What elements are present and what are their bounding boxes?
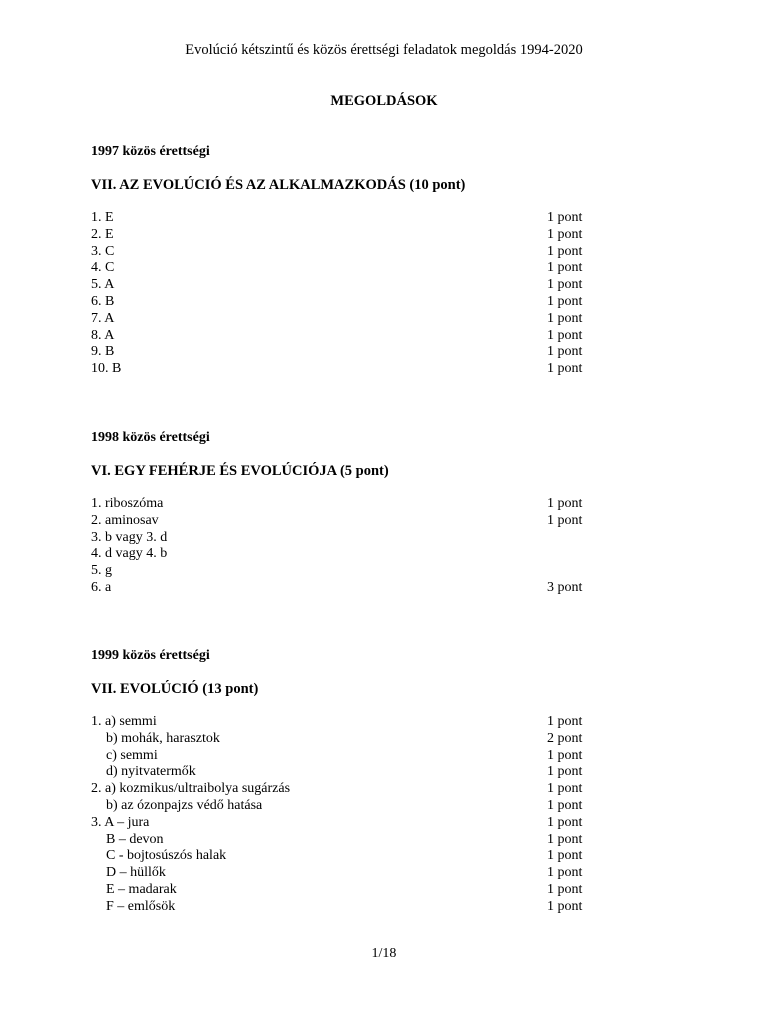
points-text: 1 pont (547, 327, 583, 343)
answer-text: 4. C (91, 260, 115, 276)
section-exam-label: 1997 közös érettségi (91, 144, 210, 159)
answer-text: 2. a) kozmikus/ultraibolya sugárzás (91, 781, 291, 797)
answer-text: 3. b vagy 3. d (91, 529, 168, 545)
answer-row (91, 798, 591, 815)
answer-text: D – hüllők (106, 865, 166, 881)
answer-list (91, 496, 591, 597)
answer-text: 10. B (91, 361, 122, 377)
answer-text: 3. A – jura (91, 814, 150, 830)
points-text: 1 pont (547, 831, 583, 847)
answer-row (91, 227, 591, 244)
points-text: 1 pont (547, 714, 583, 729)
answer-text: 5. A (91, 277, 115, 293)
answer-text: 6. B (91, 293, 115, 309)
points-text: 1 pont (547, 848, 583, 864)
points-text: 1 pont (547, 293, 583, 309)
answer-row (91, 714, 591, 731)
section-title: VII. EVOLÚCIÓ (13 pont) (91, 681, 259, 697)
answer-text: 1. E (91, 210, 114, 225)
points-text: 2 pont (547, 730, 583, 746)
page-number: 1/18 (371, 946, 397, 961)
answer-text: B – devon (106, 831, 164, 847)
points-text: 1 pont (547, 781, 583, 797)
points-text: 1 pont (547, 310, 583, 326)
answer-text: F – emlősök (106, 898, 176, 914)
answer-row (91, 294, 591, 311)
answer-row (91, 580, 591, 597)
answer-row (91, 328, 591, 345)
points-text: 1 pont (547, 226, 583, 242)
answer-list (91, 714, 591, 916)
page-header: Evolúció kétszintű és közös érettségi feladatok megoldás 1994-2020 (185, 42, 583, 58)
answer-row (91, 731, 591, 748)
answer-row (91, 882, 591, 899)
answer-text: 6. a (91, 579, 112, 595)
section-1999 (91, 647, 591, 916)
answer-row (91, 513, 591, 530)
answer-row (91, 764, 591, 781)
answer-text: 7. A (91, 310, 115, 326)
section-1997 (91, 143, 591, 378)
answer-row (91, 865, 591, 882)
answer-text: C - bojtosúszós halak (106, 848, 227, 864)
points-text: 1 pont (547, 243, 583, 259)
answer-row (91, 899, 591, 916)
answer-text: E – madarak (106, 881, 177, 897)
answer-row (91, 260, 591, 277)
points-text: 3 pont (547, 579, 583, 595)
points-text: 1 pont (547, 260, 583, 276)
points-text: 1 pont (547, 361, 583, 377)
answer-row (91, 210, 591, 227)
points-text: 1 pont (547, 898, 583, 914)
answer-text: d) nyitvatermők (106, 764, 196, 780)
points-text: 1 pont (547, 797, 583, 813)
answer-row (91, 277, 591, 294)
answer-text: 4. d vagy 4. b (91, 546, 168, 562)
answer-row (91, 748, 591, 765)
answer-list (91, 210, 591, 378)
points-text: 1 pont (547, 496, 583, 511)
answer-row (91, 311, 591, 328)
answer-row (91, 546, 591, 563)
points-text: 1 pont (547, 344, 583, 360)
answer-row (91, 496, 591, 513)
answer-text: b) mohák, harasztok (106, 730, 220, 746)
answer-row (91, 848, 591, 865)
answer-row (91, 344, 591, 361)
answer-text: 5. g (91, 563, 112, 579)
answer-row (91, 361, 591, 378)
points-text: 1 pont (547, 865, 583, 881)
answer-row (91, 530, 591, 547)
answer-row (91, 832, 591, 849)
answer-text: b) az ózonpajzs védő hatása (106, 797, 263, 813)
section-title: VI. EGY FEHÉRJE ÉS EVOLÚCIÓJA (5 pont) (91, 463, 389, 479)
answer-text: 2. aminosav (91, 512, 159, 528)
section-1998 (91, 429, 591, 597)
answer-text: 1. a) semmi (91, 714, 157, 729)
points-text: 1 pont (547, 747, 583, 763)
section-title: VII. AZ EVOLÚCIÓ ÉS AZ ALKALMAZKODÁS (10 pont) (91, 177, 466, 193)
answer-text: 3. C (91, 243, 115, 259)
answer-row (91, 781, 591, 798)
answer-row (91, 244, 591, 261)
answer-text: 1. riboszóma (91, 496, 164, 511)
answer-text: 2. E (91, 226, 114, 242)
answer-row (91, 815, 591, 832)
section-exam-label: 1999 közös érettségi (91, 648, 210, 663)
points-text: 1 pont (547, 512, 583, 528)
points-text: 1 pont (547, 277, 583, 293)
answer-text: 9. B (91, 344, 115, 360)
answer-text: c) semmi (106, 747, 158, 763)
points-text: 1 pont (547, 764, 583, 780)
points-text: 1 pont (547, 881, 583, 897)
section-exam-label: 1998 közös érettségi (91, 430, 210, 445)
answer-row (91, 563, 591, 580)
answer-text: 8. A (91, 327, 115, 343)
points-text: 1 pont (547, 814, 583, 830)
page-title: MEGOLDÁSOK (330, 93, 438, 109)
points-text: 1 pont (547, 210, 583, 225)
